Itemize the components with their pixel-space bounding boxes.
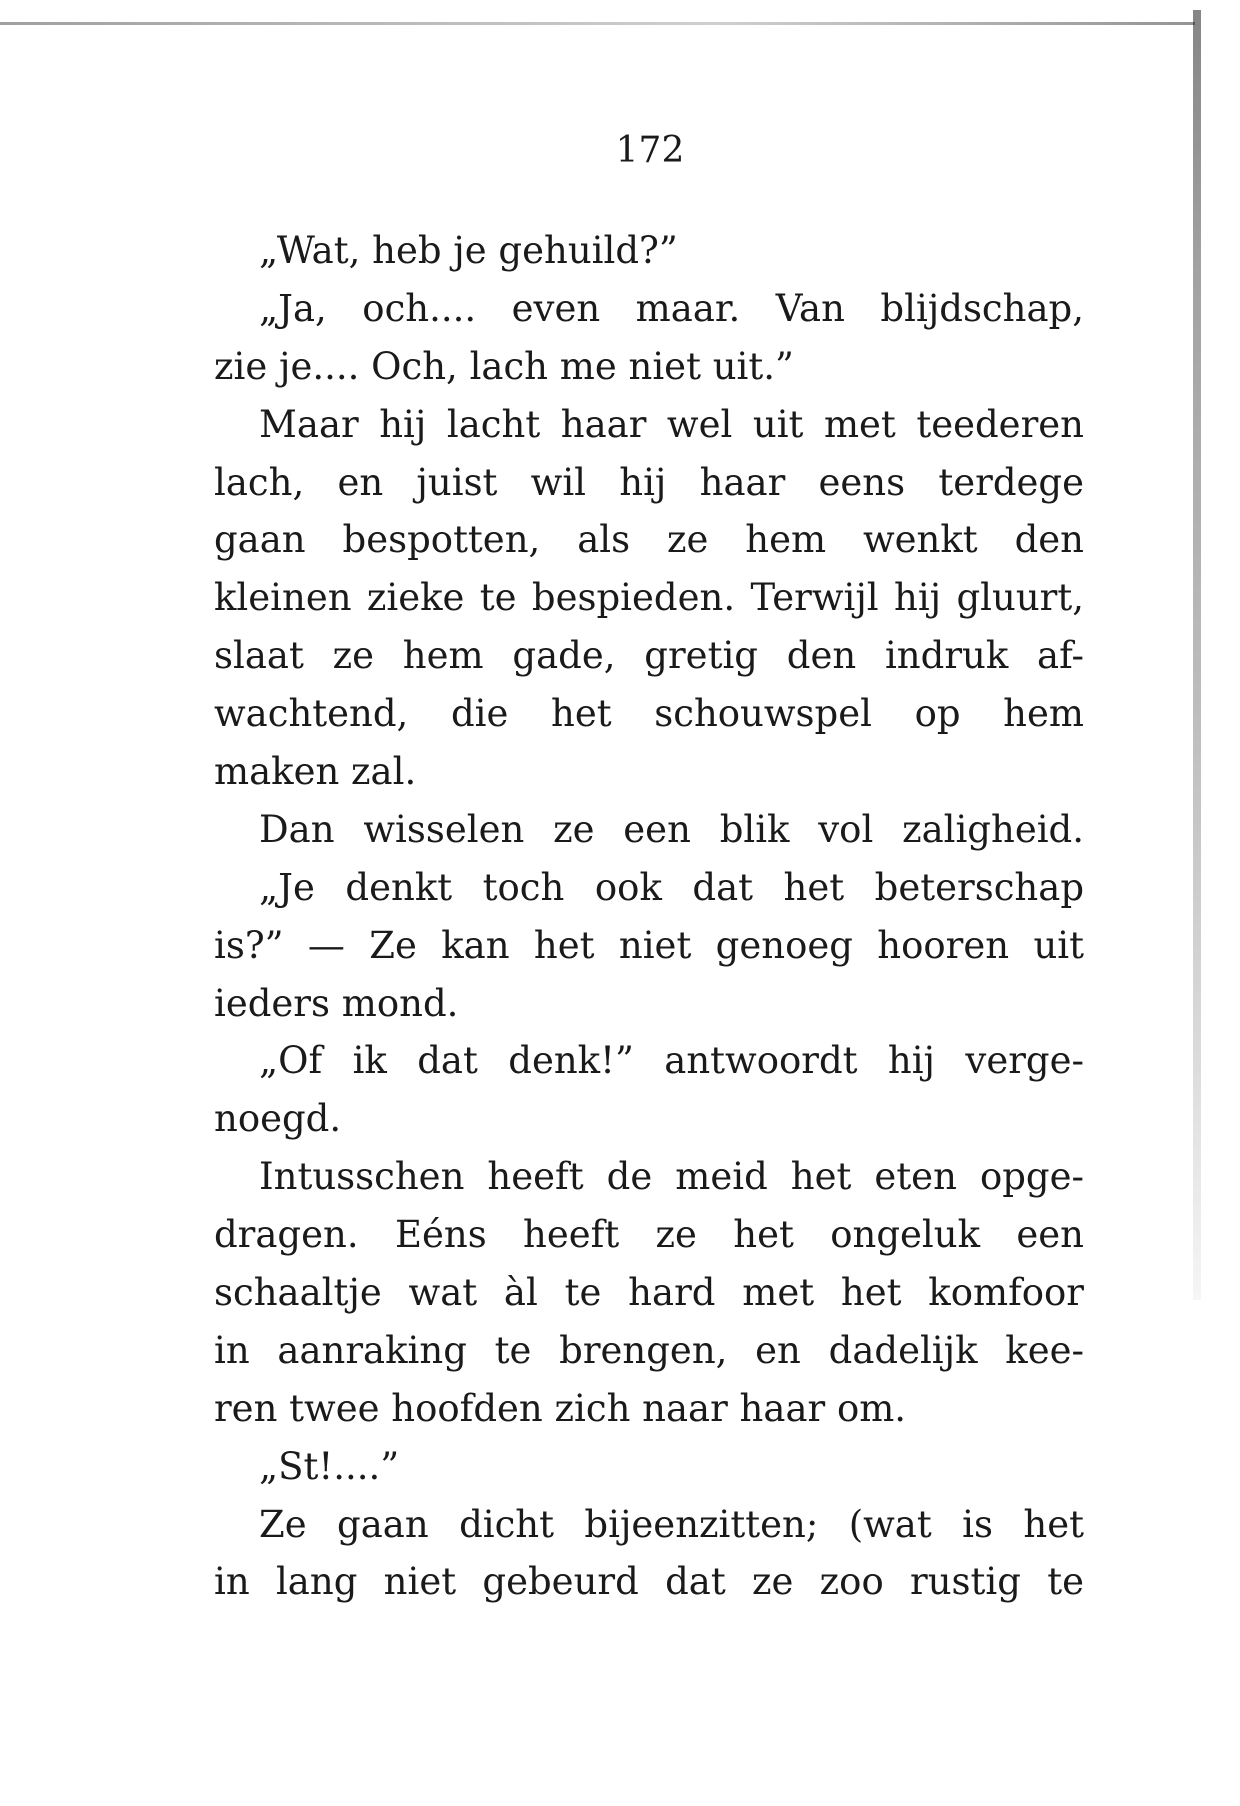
text-line: kleinen zieke te bespieden. Terwijl hij gluurt, [214,576,1084,620]
scan-right-edge [1193,10,1201,1300]
text-line: Ze gaan dicht bijeenzitten; (wat is het [259,1502,1084,1546]
text-line: „Of ik dat denk!” antwoordt hij verge- [259,1039,1084,1083]
text-line: zie je.... Och, lach me niet uit.” [214,344,794,388]
text-line: Maar hij lacht haar wel uit met teederen [259,402,1084,446]
page-number: 172 [615,130,685,171]
text-line: dragen. Eéns heeft ze het ongeluk een [214,1213,1084,1257]
text-line: is?” — Ze kan het niet genoeg hooren uit [214,923,1084,967]
text-line: in aanraking te brengen, en dadelijk kee- [214,1328,1084,1372]
text-line: wachtend, die het schouwspel op hem [214,692,1084,736]
text-line: Intusschen heeft de meid het eten opge- [259,1155,1084,1199]
text-line: lach, en juist wil hij haar eens terdege [214,460,1084,504]
text-line: gaan bespotten, als ze hem wenkt den [214,518,1084,562]
text-line: Dan wisselen ze een blik vol zaligheid. [259,807,1084,851]
text-line: ren twee hoofden zich naar haar om. [214,1386,907,1430]
text-line: „Je denkt toch ook dat het beterschap [259,865,1084,909]
body-text [214,222,1084,1611]
text-line: „Ja, och.... even maar. Van blijdschap, [259,286,1084,330]
text-line: ieders mond. [214,981,459,1025]
scan-top-edge [0,22,1195,25]
text-line: „Wat, heb je gehuild?” [259,229,678,272]
text-line: „St!....” [259,1444,400,1488]
text-line: slaat ze hem gade, gretig den indruk af- [214,634,1084,678]
text-line: in lang niet gebeurd dat ze zoo rustig te [214,1560,1084,1604]
text-line: schaaltje wat àl te hard met het komfoor [214,1271,1084,1315]
text-line: noegd. [214,1097,342,1141]
text-line: maken zal. [214,750,417,794]
